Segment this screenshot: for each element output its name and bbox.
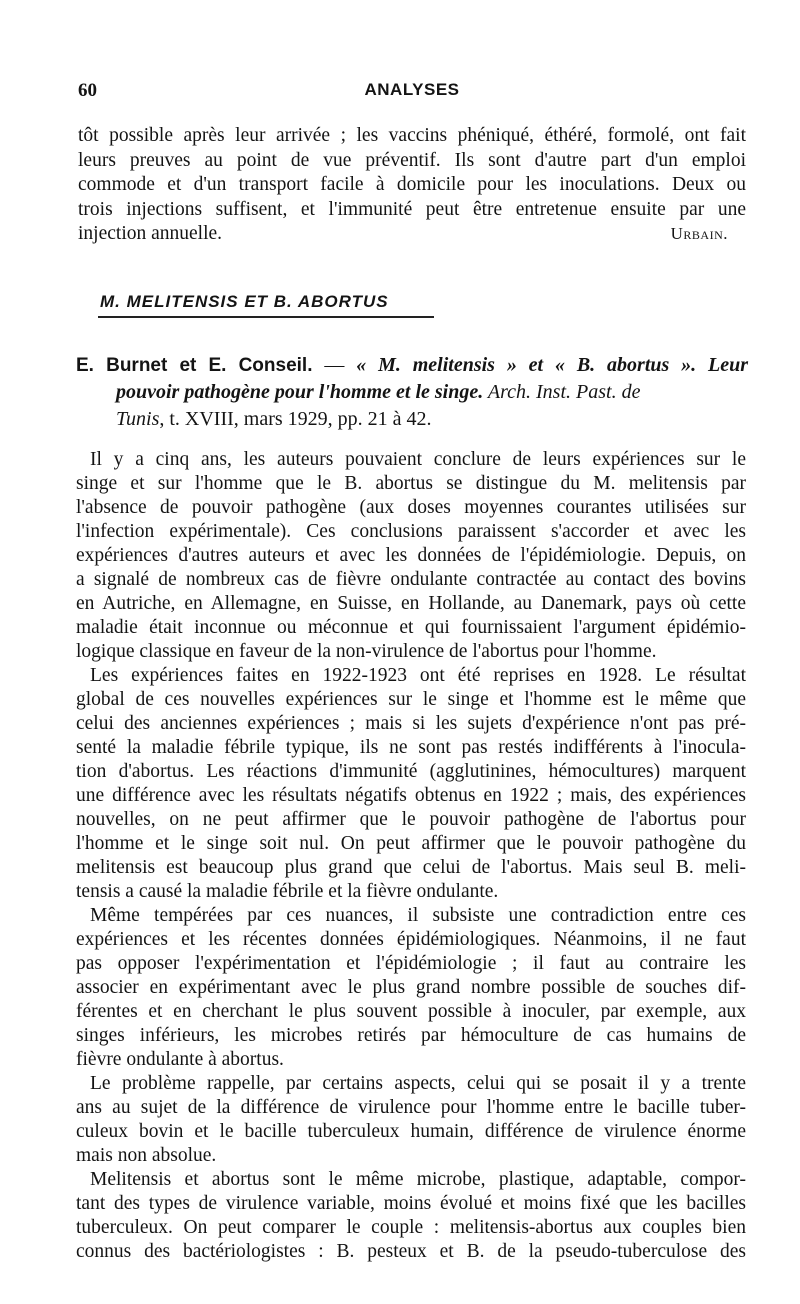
text-line: associer en expérimentant avec le plus grand nombre possible de souches dif- <box>76 977 746 998</box>
review-authors: E. Burnet et E. Conseil. <box>76 355 313 376</box>
text-line: a signalé de nombreux cas de fièvre ondulante contractée au contact des bovins <box>76 569 746 590</box>
review-body <box>76 448 746 1264</box>
review-reference <box>76 352 748 433</box>
text-line: commode et d'un transport facile à domicile pour les inoculations. Deux ou <box>78 174 746 195</box>
text-line: singe et sur l'homme que le B. abortus se distingue du M. melitensis par <box>76 473 746 494</box>
text-line: tensis a causé la maladie fébrile et la fièvre ondulante. <box>76 881 499 902</box>
signature: Urbain. <box>670 224 728 243</box>
text-line: melitensis est beaucoup plus grand que celui de l'abortus. Mais seul B. meli- <box>76 857 746 878</box>
section-heading <box>98 292 518 318</box>
paragraph <box>76 448 746 664</box>
text-line: fièvre ondulante à abortus. <box>76 1049 284 1070</box>
text-line: tuberculeux. On peut comparer le couple : melitensis-abortus aux couples bien <box>76 1217 746 1238</box>
text-line: expériences et les récentes données épidémiologiques. Néanmoins, il ne faut <box>76 929 746 950</box>
text-line: férentes et en cherchant le plus souvent possible à inoculer, par exemple, aux <box>76 1001 746 1022</box>
text-line: l'homme et le singe soit nul. On peut affirmer que le pouvoir pathogène du <box>76 833 746 854</box>
text-line: maladie était inconnue ou méconnue et qui fournissaient l'argument épidémio- <box>76 617 746 638</box>
text-line: connus des bactériologistes : B. pesteux et B. de la pseudo-tuberculose des <box>76 1241 746 1262</box>
text-line: Melitensis et abortus sont le même microbe, plastique, adaptable, compor- <box>90 1169 746 1190</box>
intro-paragraph <box>78 124 746 247</box>
paragraph <box>76 1168 746 1264</box>
paragraph <box>76 1072 746 1168</box>
text-line: logique classique en faveur de la non-virulence de l'abortus pour l'homme. <box>76 641 657 662</box>
text-line: global de ces nouvelles expériences sur le singe et l'homme est le même que <box>76 689 746 710</box>
section-rule <box>98 316 434 318</box>
text-line: mais non absolue. <box>76 1145 217 1166</box>
text-line: l'infection expérimentale). Ces conclusions paraissent s'accorder et avec les <box>76 521 746 542</box>
text-line-with-signature <box>78 222 746 247</box>
text-line: celui des anciennes expériences ; mais si les sujets d'expérience n'ont pas pré- <box>76 713 746 734</box>
text-line: en Autriche, en Allemagne, en Suisse, en Hollande, au Danemark, pays où cette <box>76 593 746 614</box>
text-line: Les expériences faites en 1922-1923 ont été reprises en 1928. Le résultat <box>90 665 746 686</box>
review-title: pouvoir pathogène pour l'homme et le singe. <box>116 381 484 403</box>
paragraph <box>76 904 746 1072</box>
text-line: leurs preuves au point de vue préventif. Ils sont d'autre part d'un emploi <box>78 149 746 171</box>
section-title: M. MELITENSIS ET B. ABORTUS <box>100 292 389 311</box>
text-line: une différence avec les résultats négatifs obtenus en 1922 ; mais, des expériences <box>76 785 746 806</box>
text-line: Le problème rappelle, par certains aspects, celui qui se posait il y a trente <box>90 1073 746 1094</box>
journal-name: Arch. Inst. Past. de <box>483 381 641 403</box>
journal-name: Tunis <box>116 408 160 430</box>
text-line: Même tempérées par ces nuances, il subsiste une contradiction entre ces <box>90 905 746 926</box>
text-line: trois injections suffisent, et l'immunité peut être entretenue ensuite par une <box>78 198 746 220</box>
text-line: senté la maladie fébrile typique, ils ne sont pas restés indifférents à l'inocula- <box>76 737 746 758</box>
text-line: tôt possible après leur arrivée ; les vaccins phéniqué, éthéré, formolé, ont fait <box>78 125 746 146</box>
text-line: tant des types de virulence variable, moins évolué et moins fixé que les bacilles <box>76 1193 746 1214</box>
text-line: culeux bovin et le bacille tuberculeux humain, différence de virulence énorme <box>76 1121 746 1142</box>
citation: , t. XVIII, mars 1929, pp. 21 à 42. <box>159 408 432 430</box>
text-line: injection annuelle. <box>78 223 223 244</box>
reference-line <box>76 406 748 433</box>
reference-line <box>76 379 748 406</box>
running-head: ANALYSES <box>364 80 460 99</box>
text-line: nouvelles, on ne peut affirmer que le pouvoir pathogène de l'abortus pour <box>76 809 746 830</box>
page-number: 60 <box>78 80 97 101</box>
text-line: tion d'abortus. Les réactions d'immunité (agglutinines, hémocultures) marquent <box>76 761 746 782</box>
reference-dash: — <box>312 354 357 376</box>
text-line: l'absence de pouvoir pathogène (aux doses moyennes courantes utilisées sur <box>76 497 746 518</box>
review-title: « M. melitensis » et « B. abortus ». Leur <box>356 354 749 376</box>
paragraph <box>76 664 746 904</box>
text-line: expériences d'autres auteurs et avec les données de l'épidémiologie. Depuis, on <box>76 545 746 566</box>
text-line: ans au sujet de la différence de virulence pour l'homme entre le bacille tuber- <box>76 1097 746 1118</box>
reference-line <box>76 352 748 379</box>
text-line: singes inférieurs, les microbes retirés par hémoculture de cas humains de <box>76 1025 746 1046</box>
text-line: pas opposer l'expérimentation et l'épidémiologie ; il faut au contraire les <box>76 953 746 974</box>
page-header <box>76 80 748 106</box>
text-line: Il y a cinq ans, les auteurs pouvaient conclure de leurs expériences sur le <box>90 449 746 470</box>
